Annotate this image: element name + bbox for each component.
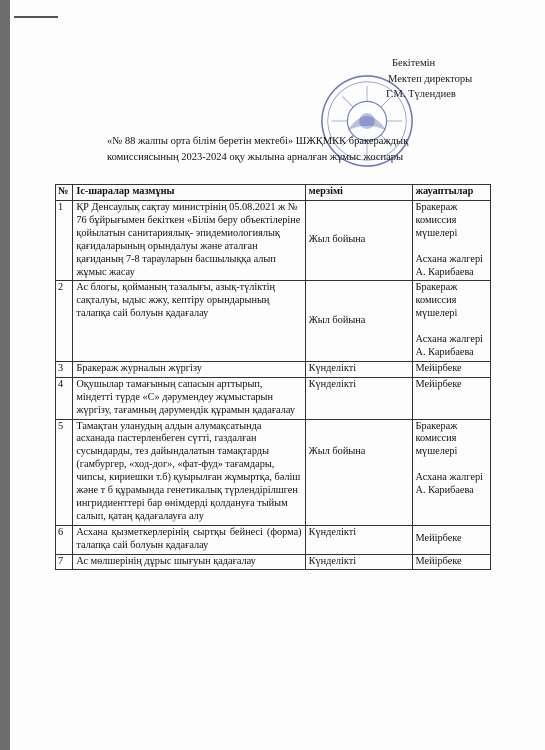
row-number: 1: [56, 201, 73, 281]
row-content: Ас блогы, қойманың тазалығы, азық-түліктің сақталуы, ыдыс жжу, кептіру орындарының талапқа сай болуын қадағалау: [73, 281, 305, 361]
row-period: Күнделікті: [305, 361, 412, 377]
header-responsible: жауаптылар: [412, 185, 490, 201]
row-responsible: Мейірбеке: [412, 525, 490, 554]
row-period: Күнделікті: [305, 525, 412, 554]
table-row: [56, 201, 491, 281]
row-responsible: Мейірбеке: [412, 377, 490, 419]
header-content: Іс-шаралар мазмұны: [73, 185, 305, 201]
header-number: №: [56, 185, 73, 201]
table-row: [56, 554, 491, 570]
row-number: 2: [56, 281, 73, 361]
row-content: Ас мөлшерінің дұрыс шығуын қадағалау: [73, 554, 305, 570]
approval-position: Мектеп директоры: [388, 73, 473, 85]
approval-heading: Бекітемін: [392, 58, 436, 69]
row-period: Күнделікті: [305, 377, 412, 419]
row-responsible: Мейірбеке: [412, 361, 490, 377]
row-number: 5: [56, 419, 73, 525]
table-row: [56, 377, 491, 419]
row-period: Күнделікті: [305, 554, 412, 570]
row-content: Асхана қызметкерлерінің сыртқы бейнесі (форма) талапқа сай болуын қадағалау: [73, 525, 305, 554]
table-row: [56, 281, 491, 361]
document-title: [107, 134, 467, 166]
row-number: 6: [56, 525, 73, 554]
row-responsible: Мейірбеке: [412, 554, 490, 570]
row-period: Жыл бойына: [305, 419, 412, 525]
table-row: [56, 361, 491, 377]
header-period: мерзімі: [305, 185, 412, 201]
row-content: Тамақтан уланудың алдын алумақсатында асханада пастерленбеген сүтті, газдалған сусындарды, тез дайындалатын тамақтарды (гамбургер, «ход-дог», «фат-фуд» тағамдары, чипсы, кириешки т.б) қуырылған жұмыртқа, бәліш және т б құрамында генетикалық түрлендірілшген ингридиенттері бар өнімдерді қолдануға тыйым салып, қатаң қадағалауға алу: [73, 419, 305, 525]
row-responsible: Бракераж комиссия мүшелері Асхана жалгері А. Карибаева: [412, 419, 490, 525]
table-row: [56, 525, 491, 554]
row-period: Жыл бойына: [305, 281, 412, 361]
row-content: Оқушылар тамағының сапасын арттырып, міндетті түрде «С» дәрумендеу жұмыстарын жүргізу, тағамның дәрумендік құрамын қадағалау: [73, 377, 305, 419]
row-content: ҚР Денсаулық сақтау министрінің 05.08.2021 ж № 76 бұйрығымен бекіткен «Білім беру объектілеріне қойылатын санитариялық- эпидемиологиялық қағидаларының орындалуы және аталған қағиданың 7-8 тарауларын басшылыққа алып жұмыс жасау: [73, 201, 305, 281]
table-row: [56, 419, 491, 525]
row-number: 4: [56, 377, 73, 419]
row-period: Жыл бойына: [305, 201, 412, 281]
title-line-2: комиссиясының 2023-2024 оқу жылына арналған жұмыс жоспары: [107, 152, 404, 163]
approval-signatory: Г.М. Түлендиев: [386, 89, 456, 100]
row-number: 3: [56, 361, 73, 377]
scan-mark: [14, 16, 58, 18]
title-line-1: «№ 88 жалпы орта білім беретін мектебі» ШЖҚМКК бракераждық: [107, 136, 409, 147]
table-header-row: [56, 185, 491, 201]
row-responsible: Бракераж комиссия мүшелері Асхана жалгері А. Карибаева: [412, 201, 490, 281]
row-number: 7: [56, 554, 73, 570]
scan-edge: [0, 0, 10, 750]
row-content: Бракераж журналын жүргізу: [73, 361, 305, 377]
approval-block: [372, 56, 472, 103]
row-responsible: Бракераж комиссия мүшелері Асхана жалгері А. Карибаева: [412, 281, 490, 361]
work-plan-table: [55, 184, 491, 570]
